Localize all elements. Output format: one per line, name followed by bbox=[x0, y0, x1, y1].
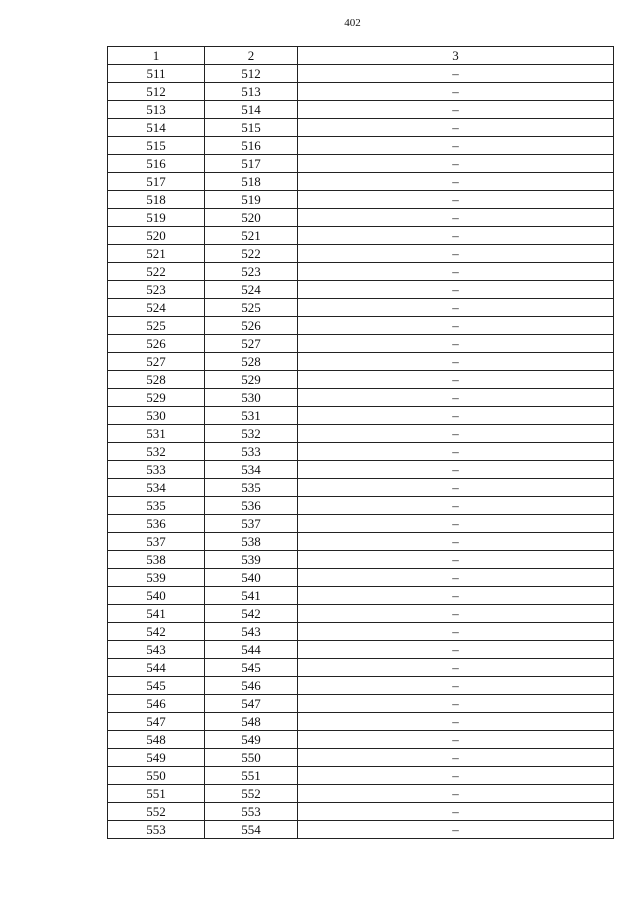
table-row bbox=[108, 155, 614, 173]
table-cell-col-3: – bbox=[298, 119, 614, 137]
table-cell-col-3: – bbox=[298, 425, 614, 443]
table-cell-col-1: 515 bbox=[108, 137, 205, 155]
table-row bbox=[108, 623, 614, 641]
table-cell-col-2: 535 bbox=[205, 479, 298, 497]
table-row bbox=[108, 173, 614, 191]
table-cell-col-2: 529 bbox=[205, 371, 298, 389]
table-body bbox=[108, 65, 614, 839]
table-cell-col-1: 541 bbox=[108, 605, 205, 623]
table-cell-col-1: 527 bbox=[108, 353, 205, 371]
table-cell-col-3: – bbox=[298, 299, 614, 317]
table-row bbox=[108, 515, 614, 533]
table-row bbox=[108, 461, 614, 479]
table-row bbox=[108, 65, 614, 83]
table-row bbox=[108, 641, 614, 659]
table-cell-col-3: – bbox=[298, 101, 614, 119]
table-cell-col-1: 514 bbox=[108, 119, 205, 137]
table-cell-col-3: – bbox=[298, 173, 614, 191]
table-cell-col-1: 517 bbox=[108, 173, 205, 191]
table-cell-col-2: 542 bbox=[205, 605, 298, 623]
table-cell-col-3: – bbox=[298, 623, 614, 641]
table-cell-col-1: 525 bbox=[108, 317, 205, 335]
table-cell-col-1: 534 bbox=[108, 479, 205, 497]
table-cell-col-1: 511 bbox=[108, 65, 205, 83]
table-cell-col-1: 538 bbox=[108, 551, 205, 569]
table-cell-col-1: 526 bbox=[108, 335, 205, 353]
table-cell-col-1: 529 bbox=[108, 389, 205, 407]
table-cell-col-1: 535 bbox=[108, 497, 205, 515]
table-row bbox=[108, 677, 614, 695]
table-cell-col-3: – bbox=[298, 209, 614, 227]
table-cell-col-3: – bbox=[298, 443, 614, 461]
table-cell-col-2: 527 bbox=[205, 335, 298, 353]
table-row bbox=[108, 281, 614, 299]
table-cell-col-2: 514 bbox=[205, 101, 298, 119]
table-cell-col-1: 513 bbox=[108, 101, 205, 119]
table-row bbox=[108, 317, 614, 335]
table-row bbox=[108, 191, 614, 209]
table-row bbox=[108, 353, 614, 371]
table-cell-col-2: 541 bbox=[205, 587, 298, 605]
table-cell-col-1: 533 bbox=[108, 461, 205, 479]
table-cell-col-3: – bbox=[298, 335, 614, 353]
table-cell-col-2: 523 bbox=[205, 263, 298, 281]
table-cell-col-2: 521 bbox=[205, 227, 298, 245]
table-cell-col-1: 553 bbox=[108, 821, 205, 839]
table-cell-col-1: 519 bbox=[108, 209, 205, 227]
table-cell-col-2: 530 bbox=[205, 389, 298, 407]
table-row bbox=[108, 767, 614, 785]
table-cell-col-3: – bbox=[298, 641, 614, 659]
table-cell-col-2: 548 bbox=[205, 713, 298, 731]
table-row bbox=[108, 569, 614, 587]
table-cell-col-3: – bbox=[298, 65, 614, 83]
table-cell-col-1: 521 bbox=[108, 245, 205, 263]
table-cell-col-2: 538 bbox=[205, 533, 298, 551]
table-cell-col-2: 534 bbox=[205, 461, 298, 479]
table-row bbox=[108, 803, 614, 821]
table-row bbox=[108, 299, 614, 317]
table-row bbox=[108, 425, 614, 443]
column-header-3: 3 bbox=[298, 47, 614, 65]
table-cell-col-2: 543 bbox=[205, 623, 298, 641]
table-row bbox=[108, 695, 614, 713]
table-row bbox=[108, 407, 614, 425]
table-row bbox=[108, 443, 614, 461]
table-cell-col-3: – bbox=[298, 371, 614, 389]
table-row bbox=[108, 83, 614, 101]
table-cell-col-3: – bbox=[298, 659, 614, 677]
table-cell-col-2: 528 bbox=[205, 353, 298, 371]
table-cell-col-3: – bbox=[298, 407, 614, 425]
table-cell-col-3: – bbox=[298, 137, 614, 155]
table-cell-col-3: – bbox=[298, 785, 614, 803]
table-cell-col-2: 519 bbox=[205, 191, 298, 209]
table-cell-col-1: 551 bbox=[108, 785, 205, 803]
table-cell-col-3: – bbox=[298, 533, 614, 551]
table-row bbox=[108, 497, 614, 515]
table-cell-col-3: – bbox=[298, 389, 614, 407]
table-cell-col-1: 540 bbox=[108, 587, 205, 605]
table-cell-col-2: 539 bbox=[205, 551, 298, 569]
table-cell-col-3: – bbox=[298, 767, 614, 785]
table-row bbox=[108, 551, 614, 569]
table-cell-col-3: – bbox=[298, 497, 614, 515]
data-table bbox=[107, 46, 614, 839]
table-cell-col-3: – bbox=[298, 569, 614, 587]
table-cell-col-3: – bbox=[298, 317, 614, 335]
table-cell-col-1: 548 bbox=[108, 731, 205, 749]
table-cell-col-2: 531 bbox=[205, 407, 298, 425]
table-cell-col-1: 532 bbox=[108, 443, 205, 461]
table-row bbox=[108, 479, 614, 497]
table-cell-col-2: 536 bbox=[205, 497, 298, 515]
table-cell-col-2: 520 bbox=[205, 209, 298, 227]
table-cell-col-2: 540 bbox=[205, 569, 298, 587]
table-row bbox=[108, 749, 614, 767]
table-cell-col-2: 532 bbox=[205, 425, 298, 443]
table-cell-col-3: – bbox=[298, 263, 614, 281]
table-cell-col-1: 539 bbox=[108, 569, 205, 587]
table-cell-col-2: 549 bbox=[205, 731, 298, 749]
table-cell-col-3: – bbox=[298, 803, 614, 821]
table-cell-col-2: 517 bbox=[205, 155, 298, 173]
table-cell-col-1: 528 bbox=[108, 371, 205, 389]
table-cell-col-3: – bbox=[298, 461, 614, 479]
table-cell-col-2: 525 bbox=[205, 299, 298, 317]
table-cell-col-2: 546 bbox=[205, 677, 298, 695]
page-number: 402 bbox=[344, 17, 361, 29]
table-cell-col-3: – bbox=[298, 245, 614, 263]
table-cell-col-3: – bbox=[298, 353, 614, 371]
table-row bbox=[108, 335, 614, 353]
table-cell-col-3: – bbox=[298, 83, 614, 101]
table-cell-col-3: – bbox=[298, 551, 614, 569]
table-cell-col-3: – bbox=[298, 695, 614, 713]
table-cell-col-2: 516 bbox=[205, 137, 298, 155]
table-cell-col-1: 536 bbox=[108, 515, 205, 533]
table-row bbox=[108, 389, 614, 407]
table-cell-col-3: – bbox=[298, 677, 614, 695]
table-cell-col-2: 554 bbox=[205, 821, 298, 839]
table-cell-col-3: – bbox=[298, 821, 614, 839]
table-cell-col-3: – bbox=[298, 191, 614, 209]
table-row bbox=[108, 713, 614, 731]
table-cell-col-2: 545 bbox=[205, 659, 298, 677]
table-cell-col-1: 542 bbox=[108, 623, 205, 641]
table-row bbox=[108, 137, 614, 155]
table-cell-col-2: 551 bbox=[205, 767, 298, 785]
table-row bbox=[108, 371, 614, 389]
table-cell-col-3: – bbox=[298, 731, 614, 749]
table-cell-col-1: 537 bbox=[108, 533, 205, 551]
table-cell-col-3: – bbox=[298, 749, 614, 767]
table-cell-col-1: 550 bbox=[108, 767, 205, 785]
table-cell-col-1: 531 bbox=[108, 425, 205, 443]
table-cell-col-3: – bbox=[298, 515, 614, 533]
table-cell-col-2: 533 bbox=[205, 443, 298, 461]
table-cell-col-2: 552 bbox=[205, 785, 298, 803]
table-cell-col-2: 526 bbox=[205, 317, 298, 335]
table-cell-col-2: 524 bbox=[205, 281, 298, 299]
table-cell-col-1: 516 bbox=[108, 155, 205, 173]
table-cell-col-1: 545 bbox=[108, 677, 205, 695]
table-cell-col-2: 518 bbox=[205, 173, 298, 191]
table-header-row bbox=[108, 47, 614, 65]
table-row bbox=[108, 821, 614, 839]
table-row bbox=[108, 245, 614, 263]
table-cell-col-1: 523 bbox=[108, 281, 205, 299]
table-cell-col-2: 515 bbox=[205, 119, 298, 137]
table-row bbox=[108, 533, 614, 551]
table-cell-col-3: – bbox=[298, 587, 614, 605]
table-cell-col-2: 512 bbox=[205, 65, 298, 83]
table-row bbox=[108, 659, 614, 677]
table-cell-col-2: 550 bbox=[205, 749, 298, 767]
table-row bbox=[108, 731, 614, 749]
table-row bbox=[108, 587, 614, 605]
table-cell-col-1: 552 bbox=[108, 803, 205, 821]
table-row bbox=[108, 209, 614, 227]
table-cell-col-3: – bbox=[298, 281, 614, 299]
table-cell-col-1: 549 bbox=[108, 749, 205, 767]
table-row bbox=[108, 101, 614, 119]
table-cell-col-2: 522 bbox=[205, 245, 298, 263]
table-row bbox=[108, 785, 614, 803]
table-cell-col-1: 512 bbox=[108, 83, 205, 101]
table-cell-col-2: 513 bbox=[205, 83, 298, 101]
table-cell-col-1: 543 bbox=[108, 641, 205, 659]
table-cell-col-3: – bbox=[298, 713, 614, 731]
table-cell-col-2: 553 bbox=[205, 803, 298, 821]
table-cell-col-3: – bbox=[298, 479, 614, 497]
table-cell-col-1: 544 bbox=[108, 659, 205, 677]
column-header-2: 2 bbox=[205, 47, 298, 65]
table-cell-col-2: 547 bbox=[205, 695, 298, 713]
table-row bbox=[108, 119, 614, 137]
table-cell-col-3: – bbox=[298, 155, 614, 173]
table-cell-col-1: 530 bbox=[108, 407, 205, 425]
table-row bbox=[108, 227, 614, 245]
table-cell-col-1: 520 bbox=[108, 227, 205, 245]
table-cell-col-1: 547 bbox=[108, 713, 205, 731]
table-cell-col-1: 518 bbox=[108, 191, 205, 209]
table-cell-col-1: 522 bbox=[108, 263, 205, 281]
table-cell-col-3: – bbox=[298, 605, 614, 623]
table-cell-col-2: 537 bbox=[205, 515, 298, 533]
table-row bbox=[108, 263, 614, 281]
table-cell-col-3: – bbox=[298, 227, 614, 245]
table-cell-col-1: 524 bbox=[108, 299, 205, 317]
table-cell-col-2: 544 bbox=[205, 641, 298, 659]
column-header-1: 1 bbox=[108, 47, 205, 65]
table-cell-col-1: 546 bbox=[108, 695, 205, 713]
table-row bbox=[108, 605, 614, 623]
